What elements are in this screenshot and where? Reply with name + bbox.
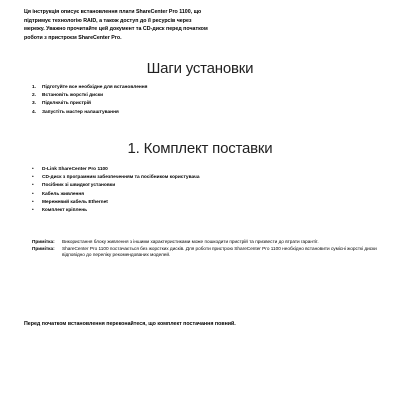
steps-heading: Шаги установки xyxy=(146,60,254,77)
list-number: 2. xyxy=(32,93,37,99)
bullet-icon: • xyxy=(32,183,34,189)
list-item-text: Підключіть пристрій xyxy=(42,101,91,107)
list-item-text: Комплект кріплень xyxy=(42,208,88,214)
list-number: 3. xyxy=(32,101,37,107)
list-item xyxy=(32,84,332,92)
list-item-text: D-Link ShareCenter Pro 1100 xyxy=(42,167,108,172)
note xyxy=(32,246,377,259)
list-item xyxy=(32,191,362,199)
note-text: ShareCenter Pro 1100 постачається без жорстких дисків. Для роботи пристрою ShareCenter Pro 1100 необхідно встановити сумісні жорсткі диски відповідно до переліку рекомендованих моделей. xyxy=(62,245,377,258)
list-item xyxy=(32,92,332,100)
bullet-icon: • xyxy=(32,167,34,172)
intro-line: мережу. Уважно прочитайте цей документ та CD-диск перед початком xyxy=(24,26,208,32)
list-item-text: CD-диск з програмним забезпеченням та посібником користувача xyxy=(42,175,200,181)
list-item-text: Підготуйте все необхідне для встановлення xyxy=(42,85,148,90)
bullet-icon: • xyxy=(32,191,34,197)
list-item xyxy=(32,100,332,108)
kit-heading: 1. Комплект поставки xyxy=(127,140,273,157)
notes-block xyxy=(32,239,377,259)
note-label: Примітка: xyxy=(32,245,55,251)
list-item-text: Посібник зі швидкої установки xyxy=(42,183,116,189)
steps-list xyxy=(32,84,332,117)
intro-line: підтримує технологію RAID, а також доступ до її ресурсів через xyxy=(24,17,192,24)
list-item-text: Запустіть мастер налаштування xyxy=(42,109,119,115)
bullet-icon: • xyxy=(32,175,34,181)
list-item xyxy=(32,182,362,190)
list-item-text: Встановіть жорсткі диски xyxy=(42,93,104,99)
bullet-icon: • xyxy=(32,199,34,205)
note-text: Використання блоку живлення з іншими характеристиками може пошкодити пристрій та призвести до втрати гарантії. xyxy=(62,239,319,244)
list-item xyxy=(32,166,362,174)
outro-paragraph: Перед початком встановлення переконайтеся, що комплект постачання повний. xyxy=(24,321,236,327)
list-number: 1. xyxy=(32,85,37,90)
list-item-text: Кабель живлення xyxy=(42,191,85,197)
intro-line: роботи з пристроєм ShareCenter Pro. xyxy=(24,34,122,41)
list-item-text: Мережевий кабель Ethernet xyxy=(42,199,108,205)
list-item xyxy=(32,207,362,215)
kit-list xyxy=(32,166,362,215)
note-label: Примітка: xyxy=(32,239,55,244)
list-item xyxy=(32,109,332,117)
intro-paragraph xyxy=(24,8,376,42)
list-item xyxy=(32,174,362,182)
list-number: 4. xyxy=(32,109,37,115)
note xyxy=(32,239,377,245)
intro-line: Ця інструкція описує встановлення плати ShareCenter Pro 1100, що xyxy=(24,9,202,15)
list-item xyxy=(32,199,362,207)
bullet-icon: • xyxy=(32,208,34,214)
